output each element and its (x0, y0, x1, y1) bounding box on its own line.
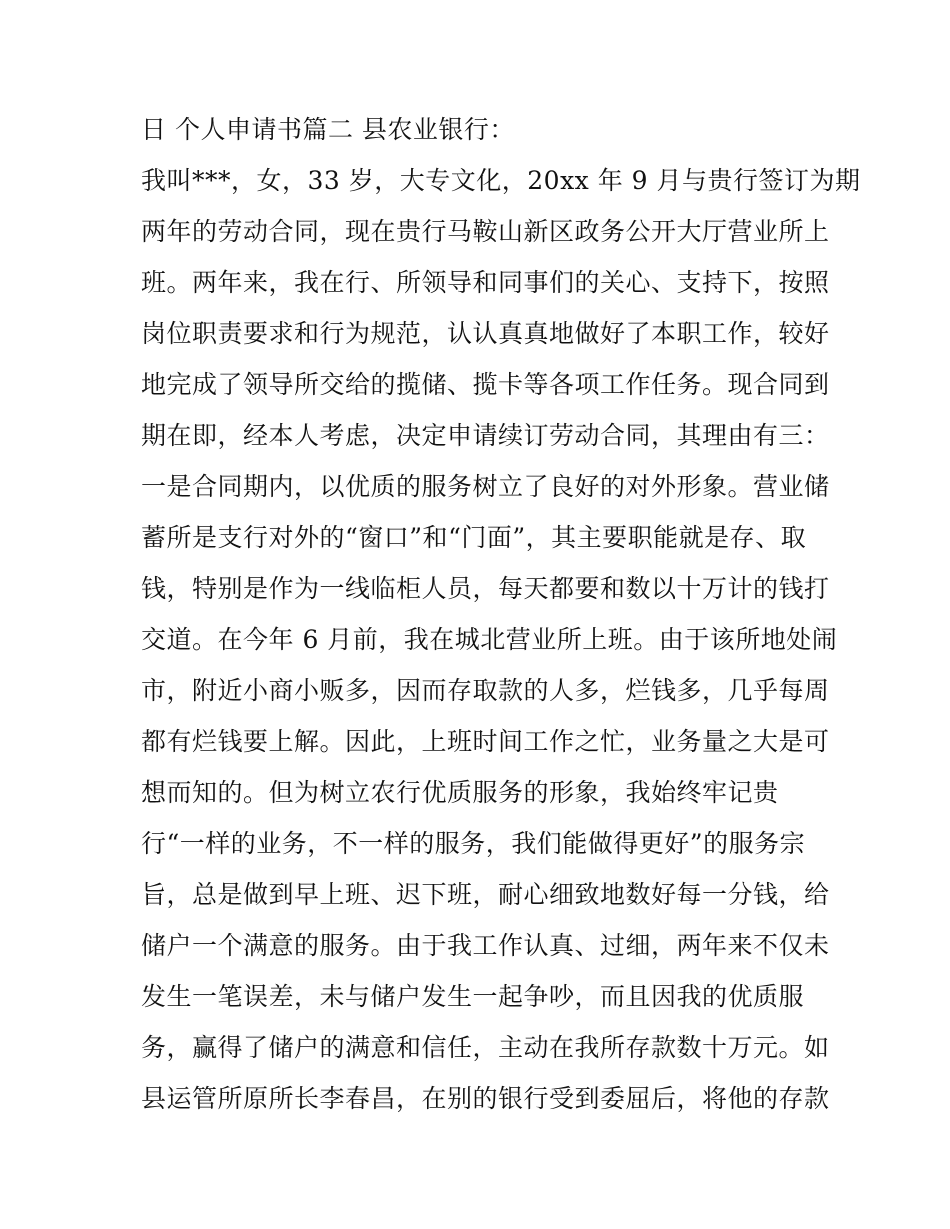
text-line: 行“一样的业务，不一样的服务，我们能做得更好”的服务宗 (141, 829, 806, 858)
document-title-line: 日 个人申请书篇二 县农业银行： (141, 115, 515, 144)
text-line: 班。两年来，我在行、所领导和同事们的关心、支持下，按照 (141, 268, 830, 297)
text-line: 我叫***，女，33 岁，大专文化，20xx 年 9 月与贵行签订为期 (141, 166, 861, 195)
text-line: 蓄所是支行对外的“窗口”和“门面”，其主要职能就是存、取 (141, 523, 807, 552)
text-line: 县运管所原所长李春昌，在别的银行受到委屈后，将他的存款 (141, 1084, 830, 1113)
text-line: 两年的劳动合同，现在贵行马鞍山新区政务公开大厅营业所上 (141, 217, 830, 246)
text-line: 交道。在今年 6 月前，我在城北营业所上班。由于该所地处闹 (141, 625, 838, 654)
text-line: 期在即，经本人考虑，决定申请续订劳动合同，其理由有三： (141, 421, 830, 450)
text-line: 想而知的。但为树立农行优质服务的形象，我始终牢记贵 (141, 778, 779, 807)
text-line: 钱，特别是作为一线临柜人员，每天都要和数以十万计的钱打 (141, 574, 830, 603)
text-line: 旨，总是做到早上班、迟下班，耐心细致地数好每一分钱，给 (141, 880, 830, 909)
text-line: 岗位职责要求和行为规范，认认真真地做好了本职工作，较好 (141, 319, 830, 348)
text-line: 都有烂钱要上解。因此，上班时间工作之忙，业务量之大是可 (141, 727, 830, 756)
text-line: 发生一笔误差，未与储户发生一起争吵，而且因我的优质服 (141, 982, 805, 1011)
text-line: 市，附近小商小贩多，因而存取款的人多，烂钱多，几乎每周 (141, 676, 830, 705)
text-line: 务，赢得了储户的满意和信任，主动在我所存款数十万元。如 (141, 1033, 830, 1062)
text-line: 地完成了领导所交给的揽储、揽卡等各项工作任务。现合同到 (141, 370, 830, 399)
text-line: 一是合同期内，以优质的服务树立了良好的对外形象。营业储 (141, 472, 830, 501)
document-body (141, 104, 861, 1124)
text-line: 储户一个满意的服务。由于我工作认真、过细，两年来不仅未 (141, 931, 830, 960)
